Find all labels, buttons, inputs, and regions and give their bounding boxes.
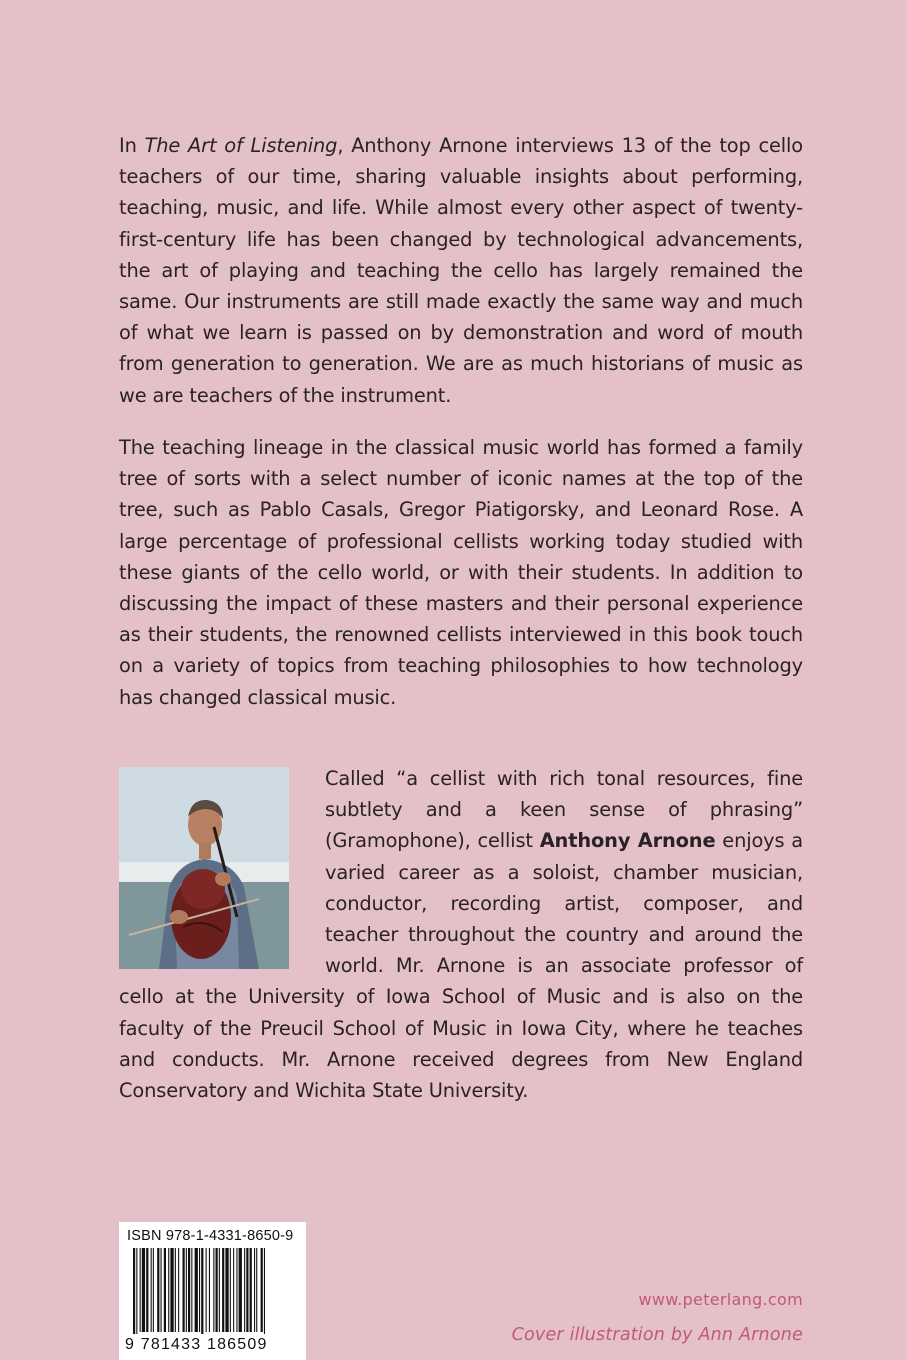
- isbn-label: ISBN 978-1-4331-8650-9: [127, 1228, 294, 1244]
- description-paragraph-1: [119, 130, 803, 411]
- bio-before: Called “a cellist with rich tonal resources, fine subtlety and a keen sense of phrasing” (Gramophone), cellist: [325, 767, 803, 853]
- cover-illustration-credit: Cover illustration by Ann Arnone: [511, 1325, 803, 1345]
- p1-lead: In: [119, 134, 145, 157]
- author-bio: [119, 763, 803, 1106]
- author-photo: [119, 767, 289, 969]
- cellist-photo-image: [119, 767, 289, 969]
- publisher-website[interactable]: www.peterlang.com: [638, 1290, 803, 1309]
- bio-after: enjoys a varied career as a soloist, chamber musician, conductor, recording artist, composer, and teacher throughout the country and around the world. Mr. Arnone is an associate professor of cello at the University of Iowa School of Music and is also on the faculty of the Preucil School of Music in Iowa City, where he teaches and conducts. Mr. Arnone received degrees from New England Conservatory and Wichita State University.: [119, 829, 803, 1103]
- book-title: The Art of Listening: [144, 134, 338, 157]
- description-paragraph-2: The teaching lineage in the classical music world has formed a family tree of sorts with a select number of iconic names at the top of the tree, such as Pablo Casals, Gregor Piatigorsky, and Leonard Rose. A large percentage of professional cellists working today studied with these giants of the cello world, or with their students. In addition to discussing the impact of these masters and their personal experience as their students, the renowned cellists interviewed in this book touch on a variety of topics from teaching philosophies to how technology has changed classical music.: [119, 436, 803, 709]
- barcode-digits: 9 781433 186509: [125, 1336, 268, 1353]
- barcode-image: [125, 1248, 301, 1334]
- author-name: Anthony Arnone: [539, 829, 716, 853]
- p1-rest: , Anthony Arnone interviews 13 of the top cello teachers of our time, sharing valuable insights about performing, teaching, music, and life. While almost every other aspect of twenty-first-century life has been changed by technological advancements, the art of playing and teaching the cello has largely remained the same. Our instruments are still made exactly the same way and much of what we learn is passed on by demonstration and word of mouth from generation to generation. We are as much historians of music as we are teachers of the instrument.: [119, 134, 803, 407]
- isbn-barcode-box: [119, 1222, 306, 1360]
